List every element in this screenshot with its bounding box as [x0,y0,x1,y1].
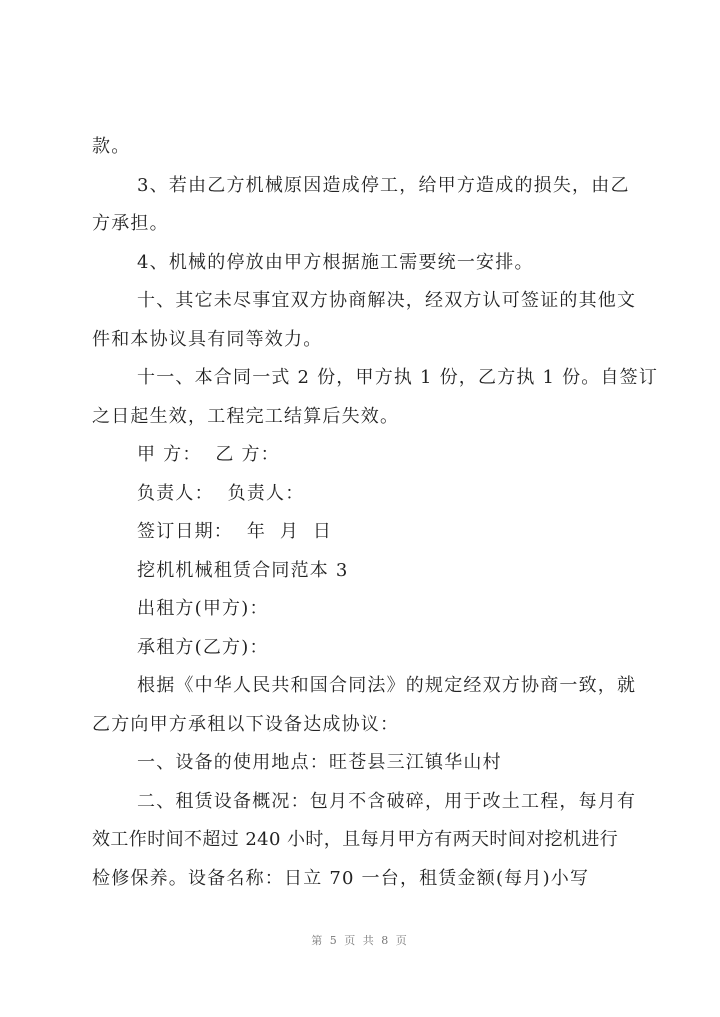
text-line-5: 十、其它未尽事宜双方协商解决，经双方认可签证的其他文 [137,290,637,311]
text-line-2: 3、若由乙方机械原因造成停工，给甲方造成的损失，由乙 [137,175,630,196]
signature-party-line: 甲 方： 乙 方： [137,444,280,465]
text-line-3: 方承担。 [92,213,169,234]
text-line-4: 4、机械的停放由甲方根据施工需要统一安排。 [137,252,534,273]
text-line-8: 之日起生效，工程完工结算后失效。 [92,406,400,427]
signature-date-line: 签订日期： 年 月 日 [137,521,333,542]
text-line-1: 款。 [92,136,131,157]
lessee-line: 承租方(乙方)： [137,637,269,658]
page-number-footer: 第 5 页 共 8 页 [311,934,409,947]
text-line-19: 效工作时间不超过 240 小时，且每月甲方有两天时间对挖机进行 [92,829,619,850]
text-line-6: 件和本协议具有同等效力。 [92,329,323,350]
text-line-18: 二、租赁设备概况：包月不含破碎，用于改土工程，每月有 [137,791,637,812]
text-line-7: 十一、本合同一式 2 份，甲方执 1 份，乙方执 1 份。自签订 [137,367,659,388]
signature-responsible-line: 负责人： 负责人： [137,483,305,504]
text-line-15: 根据《中华人民共和国合同法》的规定经双方协商一致，就 [137,675,637,696]
section-title: 挖机机械租赁合同范本 3 [137,560,349,581]
text-line-20: 检修保养。设备名称：日立 70 一台，租赁金额(每月)小写 [92,868,590,889]
lessor-line: 出租方(甲方)： [137,598,269,619]
text-line-17: 一、设备的使用地点：旺苍县三江镇华山村 [137,752,502,773]
text-line-16: 乙方向甲方承租以下设备达成协议： [92,714,400,735]
